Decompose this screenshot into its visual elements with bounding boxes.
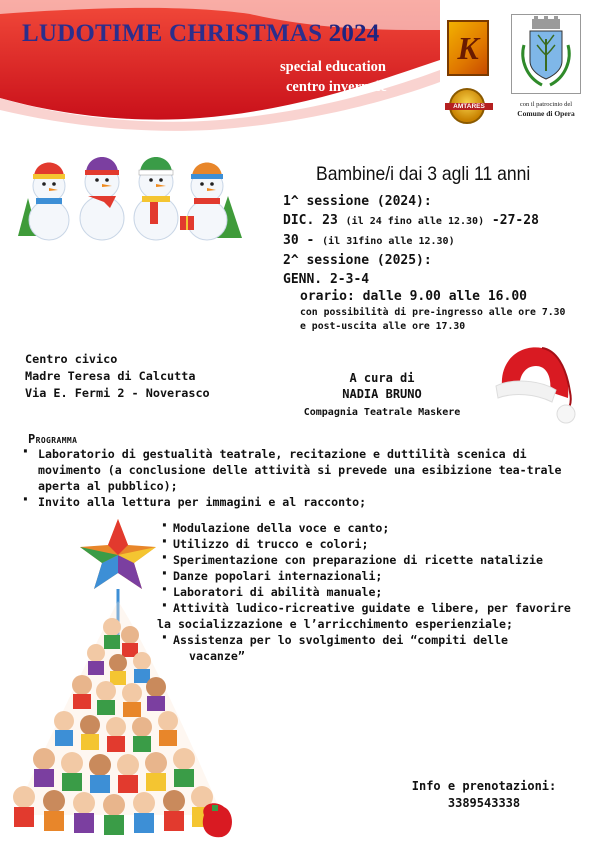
subtitle-line-2: centro invernale [286,79,387,95]
list-item: · Modulazione della voce e canto; [157,520,587,536]
curator-name: NADIA BRUNO [342,387,422,401]
snowman-2 [80,157,124,240]
location-line-2: Madre Teresa di Calcutta [25,369,196,383]
list-item: · Sperimentazione con preparazione di ricette natalizie [157,552,587,568]
orario-note [300,306,565,333]
star-icon [80,519,156,589]
crest-shield-icon [512,15,580,93]
programma-list [20,446,580,510]
patrocinio-line-2: Comune di Opera [517,108,575,118]
last-item-line-1: Assistenza per lo svolgimento dei “compiti delle [173,633,509,647]
list-item: · Attività ludico-ricreative guidate e libere, per favorire la socializzazione e l’arricchimento esperienziale; [157,600,587,632]
orario-note-line-2: e post-uscita alle ore 17.30 [300,320,466,332]
subtitle [280,57,387,97]
session-2-dates: GENN. 2-3-4 [283,272,370,287]
snowman-3 [134,157,178,240]
list-item: · Invito alla lettura per immagini e al racconto; [20,494,580,510]
session-2-label: 2^ sessione (2025): [283,253,432,268]
age-range: Bambine/i dai 3 agli 11 anni [316,163,531,185]
k-logo: K [447,20,489,76]
patrocinio-text [505,101,587,119]
session-1-dates: DIC. 23 (il 24 fino alle 12.30) -27-28 [283,213,539,228]
info-phone[interactable]: 3389543338 [447,796,521,810]
snowmen-illustration [14,148,246,248]
patrocinio-line-1: con il patrocinio del [519,101,573,108]
curator-label: A cura di [349,371,415,385]
list-item: · Laboratori di abilità manuale; [157,584,587,600]
santa-hat-icon [490,336,582,428]
curator-company: Compagnia Teatrale Maskere [303,407,461,418]
snowman-1 [29,163,69,241]
location-line-1: Centro civico [25,352,118,366]
location-line-3: Via E. Fermi 2 - Noverasco [25,386,210,400]
info-label: Info e prenotazioni: [411,779,557,793]
list-item: · Laboratorio di gestualità teatrale, recitazione e duttilità scenica di movimento (a conclusione delle attività si prevede una esibizione tea-trale aperta al pubblico); [20,446,580,494]
christmas-tree-children-illustration [0,515,240,842]
location-address [25,351,210,402]
header-banner [0,0,595,140]
gift-bag-icon [203,803,232,837]
list-item: · Danze popolari internazionali; [157,568,587,584]
snowman-4 [180,163,227,241]
subtitle-line-1: special education [280,59,386,75]
orario-hours: orario: dalle 9.00 alle 16.00 [300,289,527,304]
curator-block [282,370,482,421]
page-title: LUDOTIME CHRISTMAS 2024 [22,20,380,47]
list-item: · Utilizzo di trucco e colori; [157,536,587,552]
session-1-dates-2: 30 - (il 31fino alle 12.30) [283,233,455,248]
sessions-block [283,192,539,289]
info-contact [404,778,564,812]
comune-crest [511,14,581,94]
programma-title: Programma [28,432,78,446]
orario-note-line-1: con possibilità di pre-ingresso alle ore 7.30 [300,307,566,318]
session-1-label: 1^ sessione (2024): [283,194,432,209]
last-item-line-2: vacanze” [189,649,245,663]
amtares-logo: AMTARES [449,88,485,124]
